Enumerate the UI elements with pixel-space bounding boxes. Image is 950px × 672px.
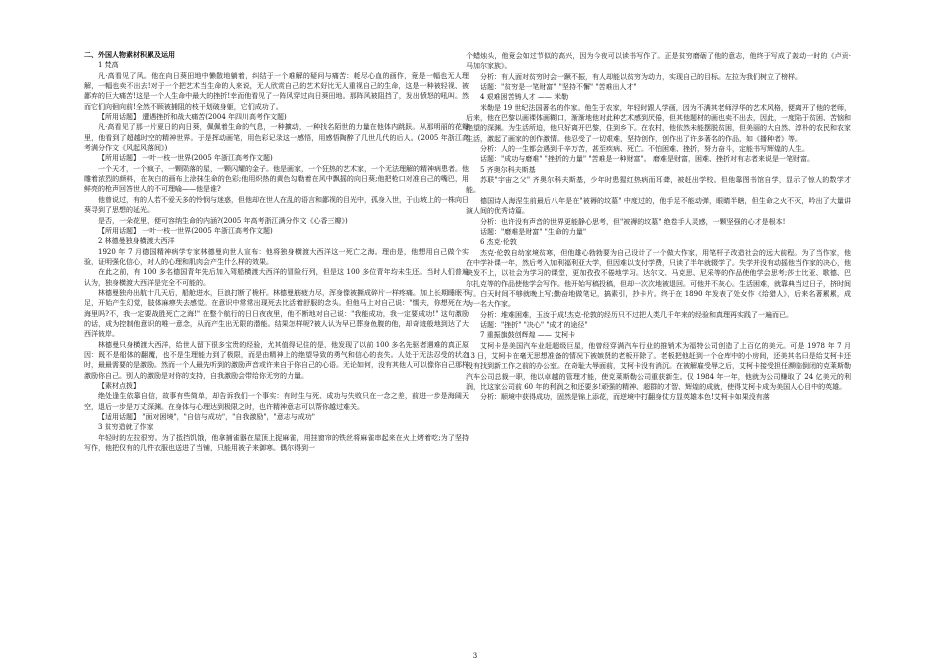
subheading: 3 贫穷造就了作家 xyxy=(98,423,154,432)
subheading: 5 齐奥尔科夫斯基 xyxy=(480,165,536,174)
topic-note: 【素材点拨】 xyxy=(98,382,140,390)
paragraph: 杰克·伦敦自幼家境贫寒，但他雄心勃勃要为自己设计了一个做大作家，用笔杆子改造社会的远大前程。为了当作家，他在中学补课一年，然后考入加利福利亚大学，但因难以支付学费，只读了半年就辍学了。失学并没有动摇他当作家的决心，他决发不上，以社会为学习的课堂，更加孜孜不倦地学习。达尔文、马克思、尼采等的作品使他学会思考;莎士比亚、歌德、巴尔扎克等的作品使他学会写作。他开始写稿投稿，但却一次次地被退回。可他并不灰心。生活困难，就靠典当过日子，挤时间写。白天时间不够就晚上写;勤奋地做笔记，搞素引，抄卡片。终于在 1890 年发表了处女作《给猎人》，后来名著累累，成为一名大作家。 xyxy=(466,248,851,309)
paragraph: 德国诗人海涅生前最后八年是在"被褥的坟墓" 中度过的，他手足不能动弹，眼睛半瞎，但生命之火不灭，吟出了大量讲演人间的优秀诗篇。 xyxy=(466,196,851,216)
paragraph: 是否，一朵花里，便可容纳生命的内涵?(2005 年高考浙江满分作文《心香三瓣》) xyxy=(98,216,348,225)
analysis-note: 分析：有人面对贫穷时会一蹶不振，有人却能以贫穷为动力，实现自己的目标。左拉为我们树立了榜样。 xyxy=(480,72,802,81)
topic-note: 话题："贫穷是一笔财富" "坚持不懈" "苦难出人才" xyxy=(480,83,637,92)
paragraph: 米勒是 19 世纪法国著名的作家。他生于农家，年轻时跟人学画，因为不满其老师浮华的艺术风格，便离开了他的老师，后来，他在巴黎以画裸体画糊口，渐渐地他对此种艺术感到厌倦，但其他题材的画也卖不出去，因此，一度陷于贫困、苦恼和绝望的深渊。为生活所迫，他只好离开巴黎，住到乡下。在农村，他依然未能摆脱贫困，但美丽的大自然、淳朴的农民和农家生活，激起了画家的创作激情。他忍受了一切艰难，坚持创作，创作出了许多著名的作品，如《播种者》等。 xyxy=(466,103,851,143)
paragraph: 他曾说过，有的人若不爱天多的怜悯与迷惑，但他却在世人在乱的语言和鄙视的目光中，孤身入世，于山坡上的一株向日葵寻到了思想的延光。 xyxy=(84,195,469,215)
subheading: 1 梵高 xyxy=(98,61,119,70)
topic-note: 【所用话题】 遭遇挫折和战大痛苦(2004 年四川高考作文题) xyxy=(98,113,287,122)
paragraph: 苏联"宇宙之父" 齐奥尔科夫斯基，少年时患猩红热病而耳聋，被赶出学校。但他靠图书馆自学，显示了惊人的数学才能。 xyxy=(466,176,851,195)
analysis-note: 分析：人的一生都会遇到千辛万苦，甚至疾病、死亡。不怕困难、挫折，努力奋斗，定能书写辉煌的人生。 xyxy=(480,145,809,154)
paragraph: 1920 年 7 月德国精神病学专家林德曼向世人宣布：他将独身横渡大西洋这一死亡之海。理由是，他想用自己做个实验，证明强化信心，对人的心理和肌肉会产生什么样的效果。 xyxy=(84,247,469,266)
paragraph: 绝处逢生依靠自信，故事有些简单，却告诉我们一个事实：有时生与死、成功与失败只在一念之差，前进一步是海阔天空，退后一步是万丈深渊。在身体与心理达到极限之时，也许精神意志可以帮你越过难关。 xyxy=(84,392,469,411)
topic-note: 【所用话题】 一叶一枝一世界(2005 年浙江高考作文题) xyxy=(98,154,273,163)
topic-note: 话题："磨难是财富" "生命的力量" xyxy=(480,227,587,236)
subheading: 2 林德曼独身横渡大西洋 xyxy=(98,237,175,246)
analysis-note: 分析：堆难困难，玉汝于成!杰克·伦敦的经历只不过把人类几千年来的经验和真理再实践了一遍而已。 xyxy=(480,310,794,319)
paragraph: 艾柯卡是美国汽车业赶超级巨星，他曾经穿满汽车行业的推销术为福特公司创造了上百亿的美元。可是 1978 年 7 月 13 日，艾柯卡在毫无思想准备的情况下被嫉贤的老板开除了。老板把他赶到一个仓库中的小房间，还美其名曰是给艾柯卡还没有找到新工作之前的办公室。在奇耻大辱面前，艾柯卡没有消沉。在被解雇受辱之后，艾柯卡接受担任濒临倒闭的克莱斯勒汽车公司总裁一职，他以卓越的管理才能，使克莱斯勒公司重获新生。仅 1984 年一年，他就为公司赚取了 24 亿美元的利润，比这家公司前 60 年的利润之和还要多!顽强的精神、超群的才智、辉煌的成就，使得艾柯卡成为美国人心目中的英雄。 xyxy=(466,341,851,391)
left-column xyxy=(84,50,469,453)
paragraph: 凡·高看见了风。他在向日葵田地中懒散地躺着，纠结于一个难解的疑问与痛苦：耗尽心血的画作，竟是一幅也无人理解，一幅也卖不出去!对于一个把艺术当生命的人来说，无人欣赏自己的艺术好比无人重视自己的生命，这是一种被轻视、被鄙弃的巨大痛苦!这是一个人生命中最大的挫折!幸而他看见了一阵风穿过向日葵田地。那阵风被阻挡了，发出愤怒的吼叫。然而它们向徊向前!全然不顾被捕阻的枝干划破身躯，它们成功了。 xyxy=(84,71,469,111)
topic-note: 话题："挫折" "决心" "成才的途径" xyxy=(480,320,588,329)
paragraph: 林德曼只身横渡大西洋，给世人留下很多宝贵的经验，尤其值得记住的是，他发现了以前 100 多名先驱者遇难的真正原因：既不是船体的翻覆，也不是生理能力到了极限，而是由精神上的绝望导致的勇气和信心的丧失。人处于无法忍受的状态时，最最需要的是激励。然而一个人最先听到的激励声音或许来自于你自己的心语。无论如何，没有其他人可以像你自己那样激励你自己。别人的激励是对你的支持，自我激励会带给你无穷的力量。 xyxy=(84,340,469,380)
subheading: 6 杰克·伦敦 xyxy=(480,238,517,247)
topic-note: 话题："成功与磨难" "挫折的力量" "苦难是一种财富"。 磨难是财富，困难、挫折对有志者来说是一笔财富。 xyxy=(480,155,814,164)
paragraph: 年轻时的左拉很穷。为了抵挡饥饿，他拿捕雀器在屋顶上捉麻雀，用挂窗帘的铁丝将麻雀串起来在火上烤着吃;为了坚持写作，他把仅有的几件衣服也送进了当铺，只能用被子来御寒。偶尔得到一 xyxy=(84,433,469,453)
paragraph: 林德曼独舟出航十几天后，船舱进水，巨浪打断了桅杆。林德曼筋疲力尽，浑身像被撕成碎片一样疼痛。加上长期睡眠不足，开始产生幻觉，肢体麻痹失去感觉。在意识中常常出现死去比活着舒服的念头。但他马上对自己说："懦夫，你想死在大海里吗?不，我一定要战胜死亡之海!" 在整个航行的日日夜夜里，他不断地对自己说："我能成功，我一定要成功!" 这句激励的话，成为控制他意识的唯一意念，从而产生出无限的潜能。结果怎样呢?被人认为早已葬身鱼腹的他，却奇迹般地到达了大西洋彼岸。 xyxy=(84,288,469,339)
topic-note: 【适用话题】 "面对困境"，"自信与成功"，"自我激励"，"意志与成功" xyxy=(98,413,315,422)
paragraph: 个蜡烛头，他竟会如过节似的高兴，因为今夜可以读书写作了。正是贫穷磨砺了他的意志，他终于写成了轰动一时的《卢贡·马加尔家族》。 xyxy=(466,52,851,71)
right-column xyxy=(466,51,851,403)
paragraph: 凡·高看见了那一片夏日的向日葵，佩佩着生命的气息，一种擴动，一种找名陌世的力量在他体内跳跃。从那明丽的花瓣里，他看到了超越时空的精神世界。于是挥动画笔，用色彩记录这一感悟，用感悟陶醉了几世几代的后人。(2005 年浙江高考满分作文《风起风落间》) xyxy=(84,123,469,153)
paragraph: 在此之前，有 100 多名德国青年先后加入驾船横渡大西洋的冒险行列，但是这 100 多位青年均未生还。当时人们普遍认为，独身横渡大西洋是完全不可能的。 xyxy=(84,268,469,287)
analysis-note: 分析：顺境中获得成功，固然是锦上添花，而逆境中打翻身仗方显英雄本色!艾柯卡如果没有落 xyxy=(480,393,770,402)
subheading: 4 艰难困苦铸人才 —— 米勒 xyxy=(480,93,569,102)
analysis-note: 分析：也许没有声音的世界更能静心思考，但"被褥的坟墓" 绝卷手人灵感，一颗坚强的心才是根本! xyxy=(480,217,786,226)
section-heading: 二、外国人物素材积累及运用 xyxy=(84,50,175,59)
subheading: 7 重振旗鼓创辉煌 —— 艾柯卡 xyxy=(480,331,576,340)
page-number: 3 xyxy=(472,652,478,660)
paragraph: 一个天才，一个疯子，一颗陨落的星，一颗闪耀的金子。他是画家，一个狂热的艺术家，一个无法理解的精神病患者。他雕着浓烈的颜料，在灰白的画布上涂抹生命的色彩;他用炽热的黄色勾勒着在风中飘摇的向日葵;他把枪口对准自己的嘴巴，用鲜亮的枪声回答世人的不可理喻——他是谁? xyxy=(84,164,469,194)
topic-note: 【所用话题】 一叶一枝一世界(2005 年浙江高考作文题) xyxy=(98,226,273,235)
